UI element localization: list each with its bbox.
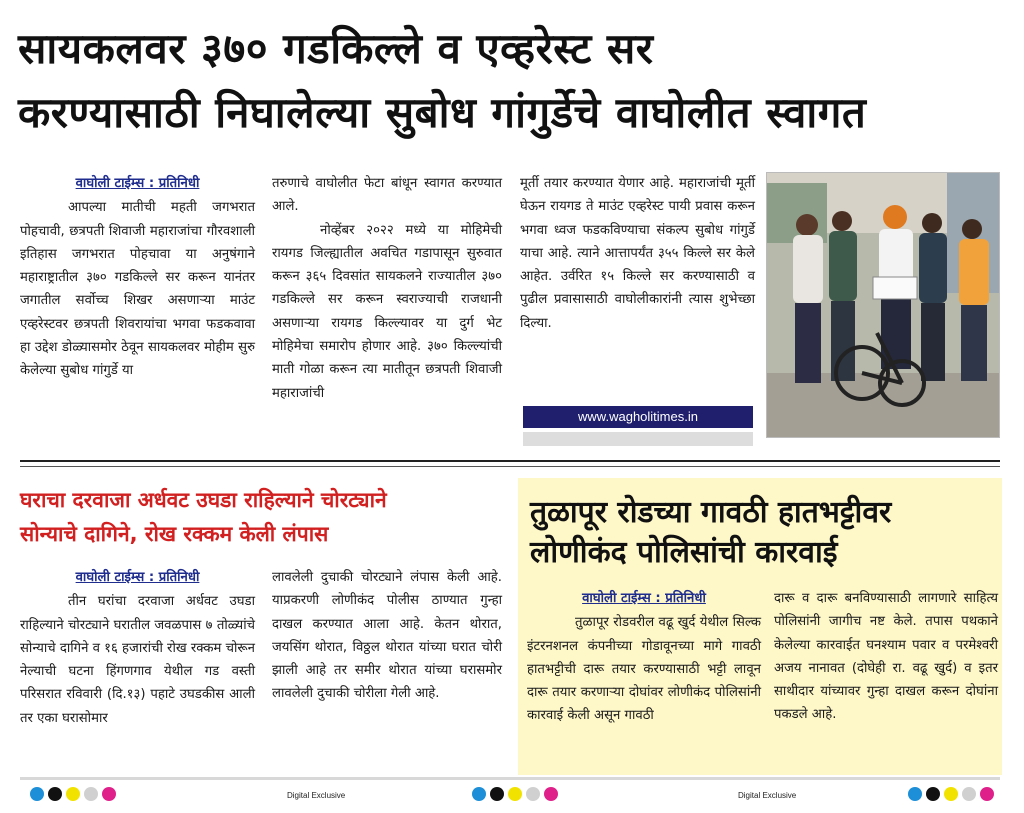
- article1-col2-paragraph-2: नोव्हेंबर २०२२ मध्ये या मोहिमेची रायगड जिल्ह्यातील अवचित गडापासून सुरुवात करून ३६५ दिवसांत सायकलने राज्यातील ३७० गडकिल्ले सर करून स्वराज्याची राजधानी असणाऱ्या रायगड किल्ल्यावर या दुर्ग भेट मोहिमेचा समारोप होणार आहे. ३७० किल्ल्यांची माती गोळा करून त्या मातीतून छत्रपती शिवाजी महाराजांची: [272, 222, 502, 401]
- article2-byline: वाघोली टाईम्स : प्रतिनिधी: [75, 570, 200, 585]
- article1-col1-paragraph: आपल्या मातीची महती जगभरात पोहचावी, छत्रपती शिवाजी महाराजांचा गौरवशाली इतिहास जगभरात पोहचावा या अनुषंगाने महाराष्ट्रातील ३७० गडकिल्ले सर करून यानंतर जगातील सर्वोच्च शिखर असणाऱ्या माउंट एव्हरेस्टवर छत्रपती शिवरायांचा भगवा फडकवावा हा उद्देश डोळ्यासमोर ठेवून सायकलवर मोहीम सुरु केलेल्या सुबोध गांगुर्डे या: [20, 200, 255, 379]
- yellow-dot: [944, 787, 958, 801]
- article1-column-3: [520, 172, 755, 335]
- article2-column-1: [20, 566, 255, 730]
- article1-col3-paragraph: मूर्ती तयार करण्यात येणार आहे. महाराजांची मूर्ती घेऊन रायगड ते माउंट एव्हरेस्ट पायी प्रवास करून भगवा ध्वज फडकविण्याचा संकल्प सुबोध गांगुर्डे याचा आहे. त्याने आत्तापर्यंत ३५५ किल्ले सर केले आहेत. उर्वरित १५ किल्ले सर करण्यासाठी व पुढील प्रवासासाठी वाघोलीकारांनी त्यास शुभेच्छा दिल्या.: [520, 176, 755, 331]
- article1-column-2: [272, 172, 502, 405]
- article1-column-1: [20, 172, 255, 383]
- black-dot: [48, 787, 62, 801]
- black-dot: [490, 787, 504, 801]
- magenta-dot: [980, 787, 994, 801]
- article2-column-2: [272, 566, 502, 706]
- website-banner-underbar: [523, 432, 753, 446]
- black-dot: [926, 787, 940, 801]
- article2-headline-line-2: सोन्याचे दागिने, रोख रक्कम केली लंपास: [20, 522, 329, 546]
- cyan-dot: [908, 787, 922, 801]
- article3-byline: वाघोली टाईम्स : प्रतिनिधी: [582, 591, 706, 606]
- article3-headline-line-1: तुळापूर रोडच्या गावठी हातभट्टीवर: [530, 495, 892, 530]
- grey-dot: [526, 787, 540, 801]
- section-divider: [20, 460, 1000, 462]
- footer-label-left: Digital Exclusive: [287, 791, 346, 800]
- article2-headline-line-1: घराचा दरवाजा अर्धवट उघडा राहिल्याने चोरट्याने: [20, 488, 387, 512]
- article1-photo: [766, 172, 1000, 438]
- article1-col2-paragraph-1: तरुणाचे वाघोलीत फेटा बांधून स्वागत करण्यात आले.: [272, 176, 502, 215]
- article3-col2-paragraph: दारू व दारू बनविण्यासाठी लागणारे साहित्य पोलिसांनी जागीच नष्ट केले. तपास पथकाने केलेल्या कारवाईत घनश्याम पवार व परमेश्वरी अजय नानावत (दोघेही रा. वढू खुर्द) व इतर साथीदार यांच्यावर गुन्हा दाखल करून दोघांना पकडले आहे.: [774, 591, 998, 723]
- website-banner: www.wagholitimes.in: [523, 406, 753, 428]
- grey-dot: [84, 787, 98, 801]
- footer-bar: [20, 777, 1000, 780]
- cyan-dot: [472, 787, 486, 801]
- article3-headline-line-2: लोणीकंद पोलिसांची कारवाई: [530, 535, 838, 570]
- article2-col2-paragraph: लावलेली दुचाकी चोरट्याने लंपास केली आहे. याप्रकरणी लोणीकंद पोलीस ठाण्यात गुन्हा दाखल करण्यात आला आहे. केतन थोरात, जयसिंग थोरात, विठ्ठल थोरात यांच्या घरात चोरी झाली आहे तर समीर थोरात यांच्या घरासमोर लावलेली दुचाकी चोरीला गेली आहे.: [272, 570, 502, 702]
- section-divider-thin: [20, 466, 1000, 467]
- magenta-dot: [544, 787, 558, 801]
- magenta-dot: [102, 787, 116, 801]
- yellow-dot: [508, 787, 522, 801]
- article3-column-2: [774, 587, 998, 727]
- article1-byline: वाघोली टाईम्स : प्रतिनिधी: [75, 176, 200, 191]
- registration-dots-left: [30, 787, 116, 801]
- article3-col1-paragraph: तुळापूर रोडवरील वढू खुर्द येथील सिल्क इंटरनशनल कंपनीच्या गोडावूनच्या मागे गावठी हातभट्टीची दारू तयार करण्यासाठी भट्टी लावून दारू तयार करणाऱ्या दोघांवर लोणीकंद पोलिसांनी कारवाई केली असून गावठी: [527, 615, 761, 724]
- article2-col1-paragraph: तीन घरांचा दरवाजा अर्धवट उघडा राहिल्याने चोरट्याने घरातील जवळपास ७ तोळ्यांचे सोन्याचे दागिने व १६ हजारांची रोख रक्कम चोरून नेल्याची घटना हिंगणगाव येथील गड वस्ती परिसरात रविवारी (दि.१३) पहाटे उघडकीस आली तर एका घरासोमार: [20, 594, 255, 726]
- main-headline-line-1: सायकलवर ३७० गडकिल्ले व एव्हरेस्ट सर: [18, 24, 654, 73]
- registration-dots-right: [908, 787, 994, 801]
- yellow-dot: [66, 787, 80, 801]
- grey-dot: [962, 787, 976, 801]
- cyan-dot: [30, 787, 44, 801]
- photo-illustration: [767, 173, 1000, 438]
- registration-dots-center: [472, 787, 558, 801]
- main-headline-line-2: करण्यासाठी निघालेल्या सुबोध गांगुर्डेचे वाघोलीत स्वागत: [18, 88, 867, 137]
- footer-label-right: Digital Exclusive: [738, 791, 797, 800]
- article3-column-1: [527, 587, 761, 728]
